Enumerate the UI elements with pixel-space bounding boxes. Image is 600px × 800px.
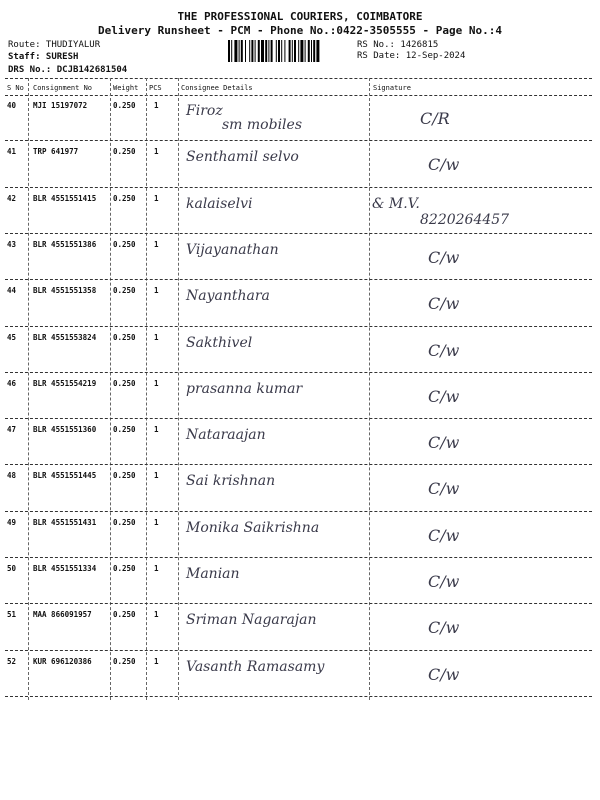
row-sno: 50: [7, 564, 17, 573]
row-consignment-no: TRP 641977: [33, 147, 79, 157]
row-consignment-no: MAA 866091957: [33, 610, 92, 620]
row-weight: 0.250: [113, 425, 136, 435]
row-pcs: 1: [154, 101, 159, 110]
row-signature-handwritten: C/w: [428, 155, 460, 175]
row-signature-handwritten: & M.V.: [372, 195, 420, 212]
row-weight: 0.250: [113, 147, 136, 157]
col-header-sno: S No: [7, 84, 24, 92]
route-label: Route: THUDIYALUR: [8, 40, 101, 50]
row-sno: 47: [7, 425, 17, 435]
row-signature-handwritten: C/w: [428, 572, 460, 591]
row-sno: 41: [7, 147, 17, 157]
row-consignee-handwritten: kalaiselvi: [186, 195, 253, 212]
row-separator: [5, 696, 592, 697]
col-divider: [178, 78, 179, 700]
row-separator: [5, 326, 592, 327]
row-consignment-no: BLR 4551551431: [33, 517, 97, 527]
row-consignee-handwritten: Nataraajan: [186, 427, 266, 444]
company-title: THE PROFESSIONAL COURIERS, COIMBATORE: [177, 10, 423, 23]
row-pcs: 1: [154, 193, 159, 203]
row-consignment-no: BLR 4551551360: [33, 425, 97, 435]
row-sno: 52: [7, 656, 17, 666]
row-pcs: 1: [154, 378, 159, 388]
row-consignee-handwritten: Senthamil selvo: [186, 149, 299, 166]
row-weight: 0.250: [113, 239, 136, 249]
col-header-consignee: Consignee Details: [181, 84, 253, 92]
row-consignment-no: BLR 4551554219: [33, 378, 97, 388]
row-separator: [5, 418, 592, 419]
rs-date: RS Date: 12-Sep-2024: [357, 51, 466, 61]
row-pcs: 1: [154, 239, 159, 249]
row-consignee-handwritten-line2: sm mobiles: [222, 117, 303, 133]
row-separator: [5, 511, 592, 512]
col-divider: [28, 78, 29, 700]
row-consignment-no: BLR 4551553824: [33, 332, 97, 342]
col-divider: [146, 78, 147, 700]
row-weight: 0.250: [113, 193, 136, 203]
row-separator: [5, 233, 592, 234]
row-consignment-no: BLR 4551551334: [33, 564, 97, 573]
row-pcs: 1: [154, 517, 159, 527]
row-pcs: 1: [154, 471, 159, 481]
row-pcs: 1: [154, 286, 159, 296]
row-separator: [5, 557, 592, 558]
row-pcs: 1: [154, 610, 159, 620]
row-signature-handwritten: C/R: [420, 109, 450, 128]
row-weight: 0.250: [113, 101, 136, 110]
header-bottom-rule: [5, 95, 592, 96]
drs-number: DRS No.: DCJB142681504: [8, 65, 128, 75]
row-phone-handwritten: 8220264457: [420, 211, 510, 228]
row-consignee-handwritten: Nayanthara: [186, 288, 270, 305]
row-separator: [5, 279, 592, 280]
row-signature-handwritten: C/w: [428, 294, 460, 314]
row-signature-handwritten: C/w: [428, 247, 460, 267]
row-separator: [5, 372, 592, 373]
row-weight: 0.250: [113, 378, 136, 388]
row-signature-handwritten: C/w: [428, 386, 460, 406]
row-consignee-handwritten: Manian: [186, 566, 240, 582]
row-pcs: 1: [154, 147, 159, 157]
row-sno: 42: [7, 193, 17, 203]
col-header-weight: Weight: [113, 84, 139, 92]
row-sno: 43: [7, 239, 17, 249]
row-consignee-handwritten: prasanna kumar: [186, 380, 303, 397]
row-consignment-no: MJI 15197072: [33, 101, 88, 110]
row-sno: 45: [7, 332, 17, 342]
col-header-signature: Signature: [373, 84, 411, 92]
row-sno: 46: [7, 378, 17, 388]
staff-label: Staff: SURESH: [8, 52, 79, 62]
row-consignee-handwritten: Monika Saikrishna: [186, 519, 320, 536]
row-separator: [5, 650, 592, 651]
row-pcs: 1: [154, 332, 159, 342]
row-weight: 0.250: [113, 286, 136, 296]
row-pcs: 1: [154, 425, 159, 435]
row-consignee-handwritten: Vijayanathan: [186, 241, 279, 258]
row-sno: 48: [7, 471, 17, 481]
row-sno: 44: [7, 286, 17, 296]
row-weight: 0.250: [113, 471, 136, 481]
row-sno: 49: [7, 517, 17, 527]
col-header-consignment: Consignment No: [33, 84, 93, 92]
row-pcs: 1: [154, 564, 159, 573]
barcode-image: [228, 40, 352, 62]
row-consignee-handwritten: Sriman Nagarajan: [186, 612, 317, 629]
row-weight: 0.250: [113, 332, 136, 342]
col-divider: [110, 78, 111, 700]
row-weight: 0.250: [113, 656, 136, 666]
col-header-pcs: PCS: [149, 84, 162, 92]
row-consignment-no: BLR 4551551415: [33, 193, 97, 203]
row-signature-handwritten: C/w: [428, 340, 460, 360]
row-consignee-handwritten: Sakthivel: [186, 334, 253, 351]
row-separator: [5, 140, 592, 141]
row-signature-handwritten: C/w: [428, 664, 460, 684]
col-divider: [369, 78, 370, 700]
row-signature-handwritten: C/w: [428, 525, 460, 545]
rs-number: RS No.: 1426815: [357, 40, 439, 50]
row-signature-handwritten: C/w: [428, 479, 460, 499]
row-separator: [5, 464, 592, 465]
row-weight: 0.250: [113, 610, 136, 620]
row-signature-handwritten: C/w: [428, 433, 460, 453]
runsheet-subtitle: Delivery Runsheet - PCM - Phone No.:0422-3505555 - Page No.:4: [98, 24, 502, 37]
row-consignment-no: BLR 4551551358: [33, 286, 97, 296]
header-top-rule: [5, 78, 592, 79]
row-sno: 40: [7, 101, 17, 110]
row-consignee-handwritten: Firoz: [186, 103, 223, 119]
row-consignee-handwritten: Sai krishnan: [186, 473, 276, 490]
row-separator: [5, 187, 592, 188]
row-sno: 51: [7, 610, 17, 620]
row-pcs: 1: [154, 656, 159, 666]
row-consignment-no: BLR 4551551386: [33, 239, 97, 249]
row-weight: 0.250: [113, 564, 136, 573]
row-consignment-no: KUR 696120386: [33, 656, 92, 666]
row-separator: [5, 603, 592, 604]
row-weight: 0.250: [113, 517, 136, 527]
row-signature-handwritten: C/w: [428, 618, 460, 638]
row-consignment-no: BLR 4551551445: [33, 471, 97, 481]
row-consignee-handwritten: Vasanth Ramasamy: [186, 658, 325, 675]
